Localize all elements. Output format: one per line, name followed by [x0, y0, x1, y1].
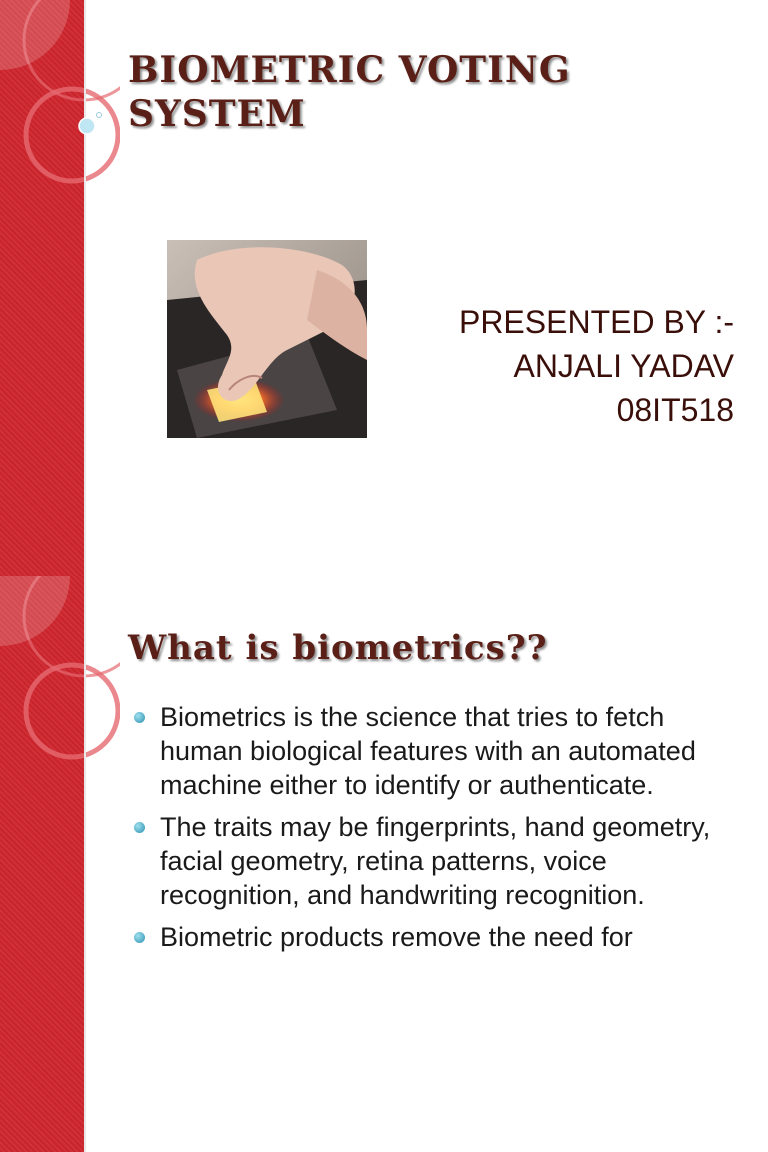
presenter-id: 08IT518	[616, 392, 734, 428]
slide-title-text: BIOMETRIC VOTING SYSTEM	[128, 49, 571, 135]
strip-edge	[84, 576, 86, 1152]
bullet-text: The traits may be fingerprints, hand geometry, facial geometry, retina patterns, voice recognition, and handwriting recognition.	[160, 812, 711, 910]
list-item	[132, 700, 742, 802]
presenter-block	[459, 300, 734, 432]
decorative-side-strip	[0, 0, 84, 576]
slide-what-is-biometrics	[0, 576, 768, 1152]
bullet-dot-icon	[134, 932, 145, 943]
decorative-side-strip	[0, 576, 84, 1152]
decorative-bubble-icon	[76, 108, 106, 138]
bullet-dot-icon	[134, 712, 145, 723]
list-item	[132, 920, 742, 954]
bullet-list	[132, 700, 742, 962]
fingerprint-scanner-photo	[167, 240, 367, 438]
bullet-dot-icon	[134, 822, 145, 833]
presenter-label: PRESENTED BY :-	[458, 304, 734, 340]
strip-edge	[84, 0, 86, 576]
bullet-text: Biometrics is the science that tries to fetch human biological features with an automated machine either to identify or authenticate.	[160, 702, 696, 800]
list-item	[132, 810, 742, 912]
slide-heading: What is biometrics??	[128, 628, 548, 668]
decorative-circles-icon	[0, 576, 120, 1152]
decorative-circles-icon	[0, 0, 120, 576]
presenter-name: ANJALI YADAV	[513, 348, 734, 384]
bullet-text: Biometric products remove the need for	[160, 922, 633, 952]
